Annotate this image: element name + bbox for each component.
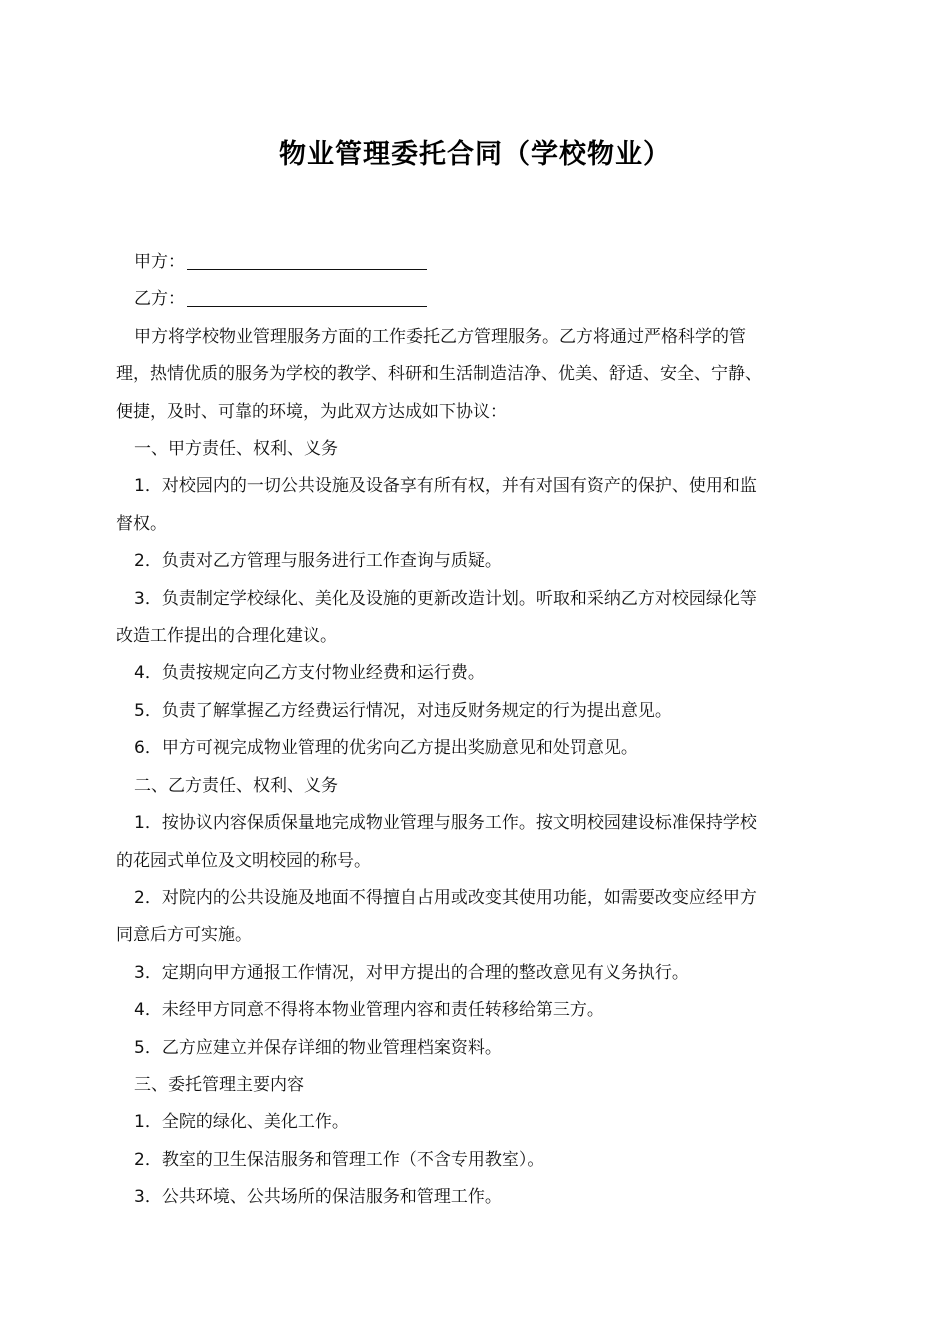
intro-line: 便捷，及时、可靠的环境，为此双方达成如下协议： (116, 401, 507, 422)
clause-line: 同意后方可实施。 (116, 925, 252, 946)
clause-line: 4．负责按规定向乙方支付物业经费和运行费。 (134, 663, 485, 684)
party-b-label: 乙方： (134, 289, 185, 310)
intro-line: 甲方将学校物业管理服务方面的工作委托乙方管理服务。乙方将通过严格科学的管 (134, 326, 746, 347)
party-b-blank (187, 288, 427, 307)
clause-line: 1．对校园内的一切公共设施及设备享有所有权，并有对国有资产的保护、使用和监 (134, 476, 757, 497)
clause-line: 2．对院内的公共设施及地面不得擅自占用或改变其使用功能，如需要改变应经甲方 (134, 887, 757, 908)
clause-line: 5．负责了解掌握乙方经费运行情况，对违反财务规定的行为提出意见。 (134, 700, 672, 721)
clause-line: 5．乙方应建立并保存详细的物业管理档案资料。 (134, 1037, 502, 1058)
section-heading: 二、乙方责任、权利、义务 (134, 775, 338, 796)
clause-line: 1．全院的绿化、美化工作。 (134, 1112, 349, 1133)
clause-line: 督权。 (116, 513, 167, 534)
section-heading: 三、委托管理主要内容 (134, 1074, 304, 1095)
clause-line: 2．负责对乙方管理与服务进行工作查询与质疑。 (134, 551, 502, 572)
clause-line: 的花园式单位及文明校园的称号。 (116, 850, 371, 871)
party-a-blank (187, 251, 427, 270)
clause-line: 改造工作提出的合理化建议。 (116, 626, 337, 647)
clause-line: 4．未经甲方同意不得将本物业管理内容和责任转移给第三方。 (134, 1000, 604, 1021)
document-title: 物业管理委托合同（学校物业） (279, 139, 671, 170)
clause-line: 3．公共环境、公共场所的保洁服务和管理工作。 (134, 1187, 502, 1208)
clause-line: 2．教室的卫生保洁服务和管理工作（不含专用教室）。 (134, 1149, 545, 1170)
clause-line: 1．按协议内容保质保量地完成物业管理与服务工作。按文明校园建设标准保持学校 (134, 813, 757, 834)
party-a-line (116, 244, 838, 281)
section-heading: 一、甲方责任、权利、义务 (134, 439, 338, 460)
clause-line: 6．甲方可视完成物业管理的优劣向乙方提出奖励意见和处罚意见。 (134, 738, 638, 759)
clause-line: 3．定期向甲方通报工作情况，对甲方提出的合理的整改意见有义务执行。 (134, 962, 689, 983)
party-a-label: 甲方： (134, 252, 185, 272)
intro-line: 理，热情优质的服务为学校的教学、科研和生活制造洁净、优美、舒适、安全、宁静、 (116, 364, 762, 385)
document-body (116, 244, 838, 1217)
clause-line: 3．负责制定学校绿化、美化及设施的更新改造计划。听取和采纳乙方对校园绿化等 (134, 588, 757, 609)
party-b-line (116, 281, 838, 318)
